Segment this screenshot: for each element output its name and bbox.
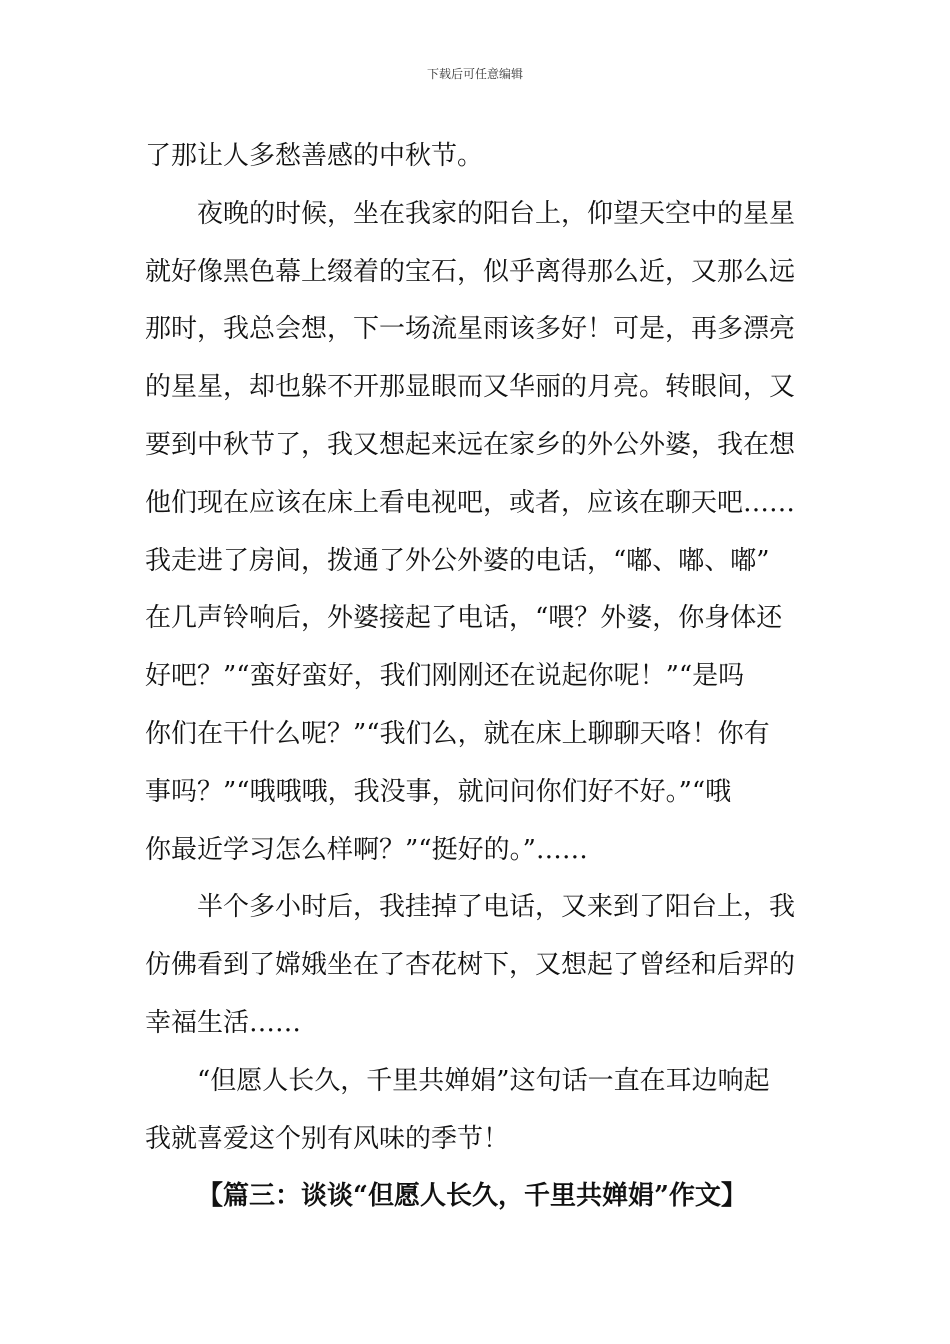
text-line: 幸福生活…… [145, 1007, 302, 1038]
text-line: 我走进了房间，拨通了外公外婆的电话，“嘟、嘟、嘟” [145, 545, 770, 576]
paragraph-start-line: 夜晚的时候，坐在我家的阳台上，仰望天空中的星星 [197, 198, 796, 229]
text-line: 在几声铃响后，外婆接起了电话，“喂？外婆，你身体还 [145, 603, 783, 634]
document-body [145, 128, 809, 1226]
text-line: 仿佛看到了嫦娥坐在了杏花树下，又想起了曾经和后羿的 [145, 950, 796, 981]
section-heading: 【篇三：谈谈“但愿人长久，千里共婵娟”作文】 [197, 1181, 747, 1212]
page-header: 下载后可任意编辑 [426, 67, 523, 81]
text-line: 好吧？”“蛮好蛮好，我们刚刚还在说起你呢！”“是吗 [145, 661, 745, 692]
text-line: 你最近学习怎么样啊？”“挺好的。”…… [145, 834, 588, 865]
text-line: 他们现在应该在床上看电视吧，或者，应该在聊天吧…… [145, 487, 796, 518]
text-line: 了那让人多愁善感的中秋节。 [145, 141, 484, 171]
paragraph-start-line: “但愿人长久，千里共婵娟”这句话一直在耳边响起 [197, 1065, 770, 1096]
text-line: 就好像黑色幕上缀着的宝石，似乎离得那么近，又那么远 [145, 256, 796, 287]
text-line: 你们在干什么呢？”“我们么，就在床上聊聊天咯！你有 [145, 718, 770, 749]
text-line: 我就喜爱这个别有风味的季节！ [145, 1123, 510, 1154]
text-line: 的星星，却也躲不开那显眼而又华丽的月亮。转眼间，又 [145, 372, 796, 403]
paragraph-start-line: 半个多小时后，我挂掉了电话，又来到了阳台上，我 [197, 892, 796, 923]
text-line: 要到中秋节了，我又想起来远在家乡的外公外婆，我在想 [145, 429, 796, 460]
text-line: 事吗？”“哦哦哦，我没事，就问问你们好不好。”“哦 [145, 776, 732, 807]
text-line: 那时，我总会想，下一场流星雨该多好！可是，再多漂亮 [145, 314, 796, 345]
